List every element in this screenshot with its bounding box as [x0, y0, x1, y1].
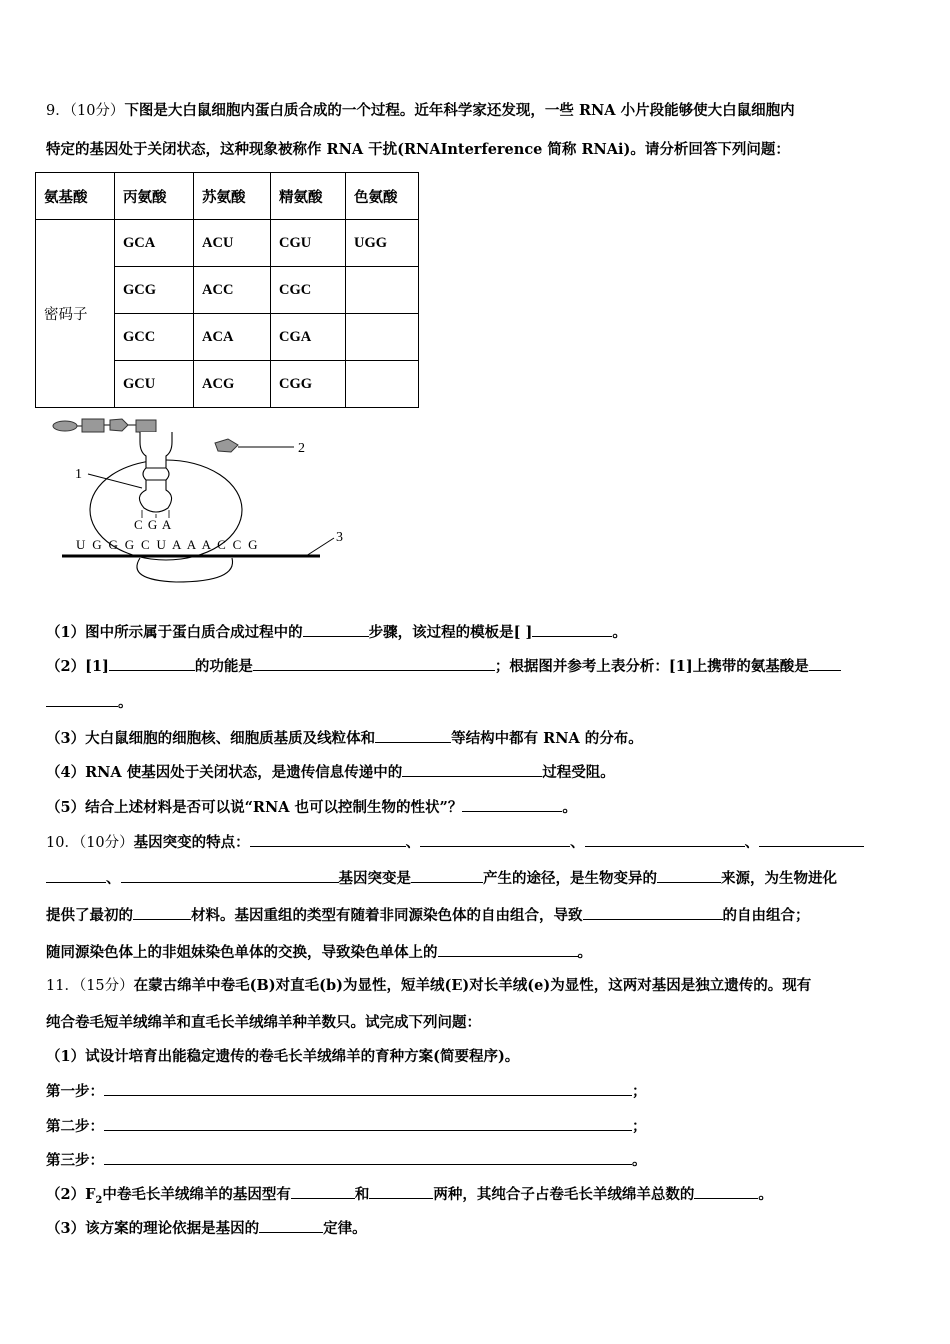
q9-part-5: [46, 797, 577, 818]
codon-table: [35, 172, 419, 408]
q9-line-1: [46, 101, 795, 121]
q11-p3-text: 定律。: [323, 1220, 367, 1237]
table-cell: ACC: [194, 267, 271, 314]
amino-acid-shape: [53, 421, 77, 431]
answer-blank[interactable]: [583, 905, 723, 920]
q10-number: 10．: [46, 835, 79, 851]
q9-p2-end: 。: [118, 694, 133, 711]
q11-p2-text: 和: [354, 1186, 370, 1203]
answer-blank[interactable]: [402, 762, 542, 777]
q9-p2-text: ；根据图并参考上表分析：[1]上携带的氨基酸是: [494, 658, 809, 675]
q9-p1-end: 。: [612, 624, 627, 641]
label-3: 3: [336, 530, 343, 545]
q10-text: 基因突变的特点：: [133, 834, 250, 851]
q11-p2-end: 。: [758, 1186, 773, 1203]
q9-part-2: [46, 656, 841, 677]
q11-step-3: [46, 1150, 647, 1171]
q11-line-1: [46, 976, 811, 996]
label-1: 1: [75, 467, 82, 482]
q9-p4-text: （4）RNA 使基因处于关闭状态，是遗传信息传递中的: [46, 764, 403, 781]
q10-text: 产生的途径，是生物变异的: [483, 870, 657, 887]
q10-text: 基因突变是: [338, 870, 411, 887]
answer-blank[interactable]: [250, 832, 406, 847]
q10-line-1: [46, 832, 864, 853]
table-cell: CGA: [271, 314, 346, 361]
answer-blank[interactable]: [809, 656, 841, 671]
table-cell: GCA: [115, 220, 194, 267]
q10-text: 的自由组合；: [722, 907, 810, 924]
q9-stem-1: 下图是大白鼠细胞内蛋白质合成的一个过程。近年科学家还发现，一些 RNA 小片段能够使大白鼠细胞内: [124, 102, 795, 119]
answer-blank[interactable]: [375, 728, 451, 743]
amino-acid-shape: [82, 419, 104, 432]
q11-number: 11．: [46, 978, 79, 994]
anticodon-text: C G A: [134, 517, 173, 532]
q11-p2-text: 两种，其纯合子占卷毛长羊绒绵羊总数的: [433, 1186, 695, 1203]
label-3-leader: [306, 538, 334, 556]
q10-text: 随同源染色体上的非姐妹染色单体的交换，导致染色单体上的: [46, 944, 438, 961]
translation-diagram: [48, 412, 348, 590]
label-1-leader: [88, 474, 142, 488]
q11-step-label: 第一步：: [46, 1083, 104, 1100]
q9-p1-text: 步骤，该过程的模板是[ ]: [368, 624, 533, 641]
table-cell: CGC: [271, 267, 346, 314]
q11-p2-text: （2）F: [46, 1186, 96, 1203]
q9-p3-text: （3）大白鼠细胞的细胞核、细胞质基质及线粒体和: [46, 730, 376, 747]
q10-line-4: [46, 942, 592, 963]
q9-p4-text: 过程受阻。: [542, 764, 615, 781]
table-cell: ACU: [194, 220, 271, 267]
q9-part-4: [46, 762, 615, 783]
q11-part-1: （1）试设计培育出能稳定遗传的卷毛长羊绒绵羊的育种方案(简要程序)。: [46, 1048, 520, 1065]
q9-number: 9．: [46, 103, 70, 119]
q11-step-label: 第二步：: [46, 1118, 104, 1135]
q11-step-label: 第三步：: [46, 1152, 104, 1169]
q11-p2-text: 中卷毛长羊绒绵羊的基因型有: [102, 1186, 291, 1203]
q11-semicolon: ；: [632, 1083, 647, 1100]
answer-blank[interactable]: [411, 868, 483, 883]
table-cell: GCC: [115, 314, 194, 361]
answer-blank[interactable]: [104, 1150, 632, 1165]
label-2: 2: [298, 441, 305, 456]
mrna-sequence: U G G G C U A A A C C G: [76, 537, 260, 552]
table-header-cell: 丙氨酸: [115, 173, 194, 220]
q10-line-2: [46, 868, 837, 889]
table-cell: GCU: [115, 361, 194, 408]
q9-p5-text: （5）结合上述材料是否可以说“RNA 也可以控制生物的性状”？: [46, 799, 463, 816]
q9-p2-text: 的功能是: [194, 658, 253, 675]
q9-line-2: 特定的基因处于关闭状态，这种现象被称作 RNA 干扰(RNAInterference 简称 RNAi)。请分析回答下列问题：: [46, 141, 790, 158]
q11-part-3: [46, 1218, 367, 1239]
q11-line-2: 纯合卷毛短羊绒绵羊和直毛长羊绒绵羊种羊数只。试完成下列问题：: [46, 1014, 481, 1031]
q11-period: 。: [632, 1152, 647, 1169]
q11-part-2: [46, 1184, 773, 1211]
q10-end: 。: [577, 944, 592, 961]
answer-blank[interactable]: [438, 942, 578, 957]
table-header-cell: 色氨酸: [346, 173, 419, 220]
answer-blank[interactable]: [46, 692, 118, 707]
answer-blank[interactable]: [259, 1218, 323, 1233]
q10-sep: 、: [570, 834, 585, 851]
table-cell: CGG: [271, 361, 346, 408]
answer-blank[interactable]: [104, 1116, 632, 1131]
q10-text: 材料。基因重组的类型有随着非同源染色体的自由组合，导致: [191, 907, 583, 924]
table-header-cell: 苏氨酸: [194, 173, 271, 220]
answer-blank[interactable]: [694, 1184, 758, 1199]
amino-acid-shape: [136, 420, 156, 432]
q10-line-3: [46, 905, 810, 926]
q11-step-1: [46, 1081, 647, 1102]
table-cell: UGG: [346, 220, 419, 267]
table-cell: ACG: [194, 361, 271, 408]
q10-sep: 、: [744, 834, 760, 851]
table-cell: [346, 314, 419, 361]
q10-sep: 、: [106, 870, 121, 887]
q11-step-2: [46, 1116, 647, 1137]
q11-stem-1: 在蒙古绵羊中卷毛(B)对直毛(b)为显性，短羊绒(E)对长羊绒(e)为显性，这两对基因是独立遗传的。现有: [133, 977, 812, 994]
answer-blank[interactable]: [369, 1184, 433, 1199]
q10-sep: 、: [405, 834, 421, 851]
table-row: [36, 220, 419, 267]
answer-blank[interactable]: [303, 622, 369, 637]
q10-text: 提供了最初的: [46, 907, 133, 924]
answer-blank[interactable]: [585, 832, 745, 847]
table-header-cell: 精氨酸: [271, 173, 346, 220]
q9-part-3: [46, 728, 643, 749]
q10-score: （10分）: [78, 835, 134, 851]
answer-blank[interactable]: [121, 868, 339, 883]
q9-p2-text: （2）[1]: [46, 658, 109, 675]
q9-p1-text: （1）图中所示属于蛋白质合成过程中的: [46, 624, 303, 641]
answer-blank[interactable]: [133, 905, 191, 920]
table-cell: [346, 267, 419, 314]
answer-blank[interactable]: [46, 868, 106, 883]
q9-p5-end: 。: [562, 799, 577, 816]
q10-text: 来源，为生物进化: [721, 870, 837, 887]
table-cell: GCG: [115, 267, 194, 314]
table-cell: ACA: [194, 314, 271, 361]
q9-score: （10分）: [69, 103, 125, 119]
trna-shape: [139, 432, 172, 512]
free-amino-acid-shape: [215, 439, 238, 452]
ribosome-small-subunit: [137, 558, 233, 582]
answer-blank[interactable]: [657, 868, 721, 883]
table-row-label: 密码子: [36, 220, 115, 408]
answer-blank[interactable]: [420, 832, 570, 847]
answer-blank[interactable]: [532, 622, 612, 637]
q11-p2-subscript: 2: [95, 1194, 103, 1206]
q11-score: （15分）: [78, 978, 134, 994]
answer-blank[interactable]: [462, 797, 562, 812]
amino-acid-shape: [110, 419, 128, 431]
q11-semicolon: ；: [632, 1118, 647, 1135]
table-cell: [346, 361, 419, 408]
q9-part-1: [46, 622, 627, 643]
answer-blank[interactable]: [759, 832, 864, 847]
table-header-row: [36, 173, 419, 220]
answer-blank[interactable]: [291, 1184, 355, 1199]
q9-p3-text: 等结构中都有 RNA 的分布。: [451, 730, 643, 747]
answer-blank[interactable]: [104, 1081, 632, 1096]
answer-blank[interactable]: [109, 656, 195, 671]
q9-part-2-cont: [46, 692, 133, 713]
table-cell: CGU: [271, 220, 346, 267]
answer-blank[interactable]: [253, 656, 495, 671]
table-header-cell: 氨基酸: [36, 173, 115, 220]
q11-p3-text: （3）该方案的理论依据是基因的: [46, 1220, 260, 1237]
